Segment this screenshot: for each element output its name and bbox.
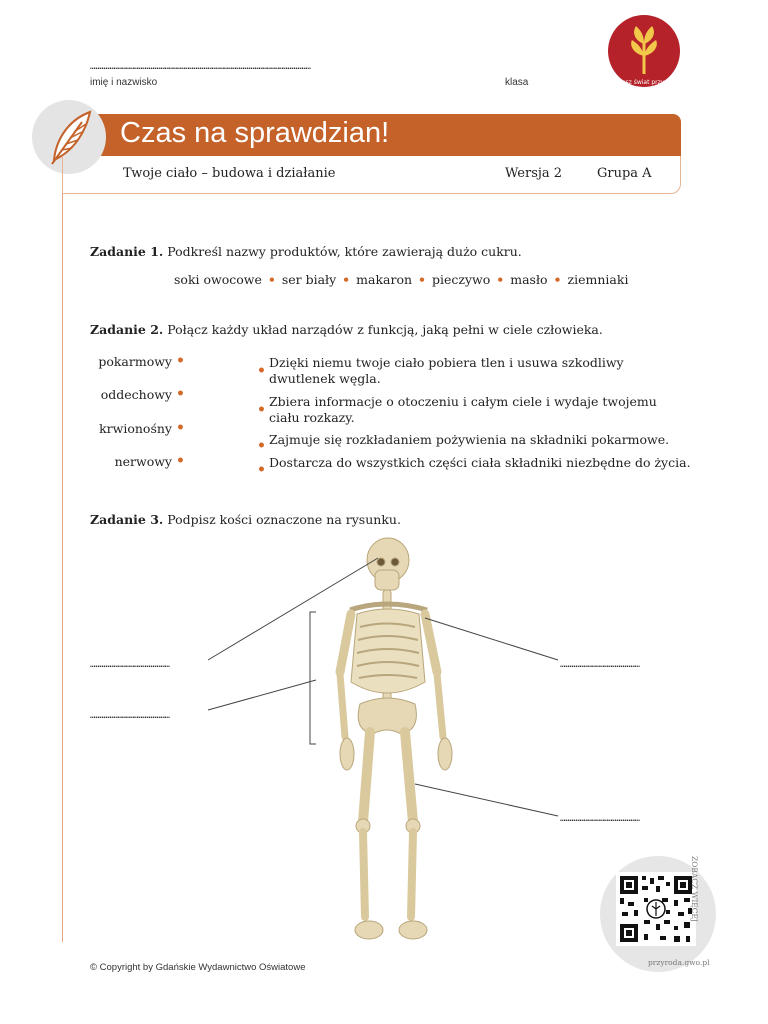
version-label: Wersja 2 (505, 166, 563, 181)
task1-product-list: soki owocowe • ser biały • makaron • pieczywo • masło • ziemniaki (174, 272, 629, 287)
przyroda-logo (604, 14, 684, 88)
subject-title: Twoje ciało – budowa i działanie (123, 166, 336, 181)
function-item: Zajmuje się rozkładaniem pożywienia na składniki pokarmowe. (269, 432, 670, 447)
task3-label: Zadanie 3. (90, 512, 164, 527)
system-connector-dot[interactable]: • (176, 353, 185, 369)
product-item[interactable]: makaron (356, 272, 413, 287)
class-label: klasa (505, 77, 529, 88)
task2-text: Połącz każdy układ narządów z funkcją, jaką pełni w ciele człowieka. (167, 322, 603, 337)
function-item: Dzięki niemu twoje ciało pobiera tlen i usuwa szkodliwy dwutlenek węgla. (269, 355, 624, 386)
name-label: imię i nazwisko (90, 77, 158, 88)
copyright-text: © Copyright by Gdańskie Wydawnictwo Oświatowe (90, 962, 306, 973)
product-item[interactable]: masło (510, 272, 548, 287)
bone-label-input[interactable]: …………………………………………………… (90, 660, 169, 670)
function-connector-dot[interactable]: • (257, 462, 266, 478)
function-connector-dot[interactable]: • (257, 402, 266, 418)
system-item: pokarmowy (98, 354, 172, 369)
task2-label: Zadanie 2. (90, 322, 164, 337)
system-connector-dot[interactable]: • (176, 453, 185, 469)
bone-label-input[interactable]: …………………………………………………… (90, 711, 169, 721)
qr-caption-bottom: przyroda.gwo.pl (648, 958, 710, 967)
system-connector-dot[interactable]: • (176, 420, 185, 436)
function-connector-dot[interactable]: • (257, 438, 266, 454)
task1-label: Zadanie 1. (90, 244, 164, 259)
task2-prompt (90, 322, 603, 337)
product-item[interactable]: pieczywo (432, 272, 491, 287)
product-item[interactable]: ser biały (281, 272, 337, 287)
bone-label-input[interactable]: …………………………………………………… (560, 660, 639, 670)
name-dotted-line[interactable]: …………………………………………………………………………………………………………………………………………………… (90, 62, 310, 72)
qr-caption-side: ZOBACZ WIĘCEJ (690, 856, 699, 922)
product-item[interactable]: soki owocowe (174, 272, 262, 287)
function-item: Zbiera informacje o otoczeniu i całym ciele i wydaje twojemu ciału rozkazy. (269, 394, 657, 425)
left-margin-line (62, 194, 63, 942)
task1-text: Podkreśl nazwy produktów, które zawierają dużo cukru. (167, 244, 522, 259)
function-item: Dostarcza do wszystkich części ciała składniki niezbędne do życia. (269, 455, 691, 470)
task3-text: Podpisz kości oznaczone na rysunku. (167, 512, 401, 527)
group-label: Grupa A (597, 166, 652, 181)
svg-text:to nasz świat przyroda: to nasz świat przyroda (610, 79, 678, 86)
system-item: oddechowy (100, 387, 172, 402)
task3-prompt (90, 512, 401, 527)
page-title: Czas na sprawdzian! (120, 117, 390, 149)
function-connector-dot[interactable]: • (257, 363, 266, 379)
product-item[interactable]: ziemniaki (567, 272, 629, 287)
system-item: krwionośny (99, 421, 172, 436)
task1-prompt (90, 244, 522, 259)
system-connector-dot[interactable]: • (176, 386, 185, 402)
system-item: nerwowy (114, 454, 172, 469)
bone-label-input[interactable]: …………………………………………………… (560, 814, 639, 824)
skeleton-leader-lines (200, 540, 570, 830)
